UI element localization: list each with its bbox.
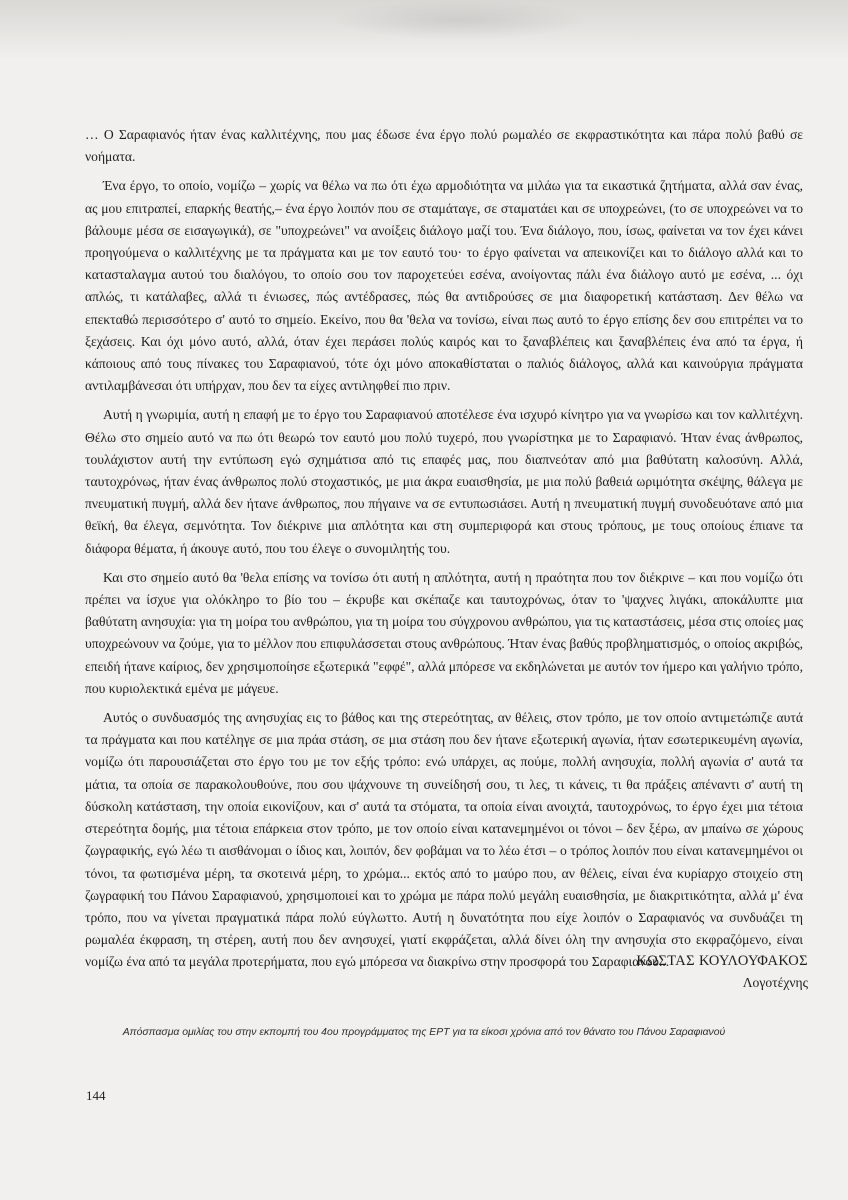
source-caption: Απόσπασμα ομιλίας του στην εκπομπή του 4ου προγράμματος της ΕΡΤ για τα είκοσι χρόνια από τον θάνατο του Πάνου Σαραφιανού xyxy=(122,1027,726,1038)
author-name: ΚΩΣΤΑΣ ΚΟΥΛΟΥΦΑΚΟΣ xyxy=(636,953,808,969)
paragraph: … Ο Σαραφιανός ήταν ένας καλλιτέχνης, που μας έδωσε ένα έργο πολύ ρωμαλέο σε εκφραστικότητα και πάρα πολύ βαθύ σε νοήματα. xyxy=(85,127,803,165)
scan-bleed-through xyxy=(330,0,590,40)
article-body xyxy=(85,124,803,981)
author-role: Λογοτέχνης xyxy=(742,975,808,990)
paragraph: Και στο σημείο αυτό θα 'θελα επίσης να τονίσω ότι αυτή η απλότητα, αυτή η πραότητα που τον διέκρινε – και που νομίζω ότι πρέπει να ίσχυε για ολόκληρο το βίο του – έκρυβε και σκέπαζε και ταυτοχρόνως, όταν το 'ψαχνες λιγάκι, αποκάλυπτε μια βαθύτατη ανησυχία: για τη μοίρα του ανθρώπου, για τη μοίρα του σύγχρονου ανθρώπου, για τις καταστάσεις, μέσα στις οποίες μας υποχρεώνουν να ζούμε, για το μέλλον που επιφυλάσσεται στους ανθρώπους. Ήταν ένας βαθύς προβληματισμός, ο οποίος ακριβώς, επειδή ήτανε καίριος, δεν χρησιμοποίησε εξωτερικά "εφφέ", αλλά μπόρεσε να εκδηλώνεται με αυτόν τον ήμερο και γαλήνιο τρόπο, που κυριολεκτικά εμένα με μάγευε. xyxy=(85,569,803,696)
paragraph: Αυτός ο συνδυασμός της ανησυχίας εις το βάθος και της στερεότητας, αν θέλεις, στον τρόπο, με τον οποίο αντιμετώπιζε αυτά τα πράγματα και που κατέληγε σε μια πράα στάση, σε μια στάση που δεν ήτανε εξωτερική αγωνία, ήταν εσωτερικευμένη αγωνία, νομίζω ότι παρουσιάζεται στο έργο του με τον εξής τρόπο: ενώ υπάρχει, ας πούμε, πολλή ανησυχία, πολλή αγωνία σ' αυτά τα μάτια, τα οποία σε παρακολουθούνε, που σου ψάχνουνε τη συνείδησή σου, τι λες, τι κάνεις, τι θα πράξεις απέναντι σ' αυτή τη δύσκολη κατάσταση, την οποία εικονίζουν, και σ' αυτά τα στόματα, τα οποία είναι ανοιχτά, ταυτοχρόνως, το έργο έχει μια τέτοια στερεότητα δομής, μια τέτοια επάρκεια στον τρόπο, με τον οποίο είναι κατανεμημένοι οι τόνοι – δεν ξέρω, αν μπαίνω σε χώρους ζωγραφικής, εγώ λέω τι αισθάνομαι ο ίδιος και, λοιπόν, δεν φοβάμαι να το λέω έτσι – ο τρόπος λοιπόν που είναι κατανεμημένοι οι τόνοι, τα φωτισμένα μέρη, τα σκοτεινά μέρη, το χρώμα... εκτός από το μαύρο που, αν θέλεις, είναι ένα κυρίαρχο στοιχείο στη ζωγραφική του Πάνου Σαραφιανού, χρησιμοποιεί και το χρώμα με πάρα πολύ μεγάλη ευαισθησία, με διακριτικότητα, αλλά μ' ένα τρόπο, που να γίνεται πραγματικά πάρα πολύ εύγλωττο. Αυτή η δυνατότητα που είχε λοιπόν ο Σαραφιανός να συνδυάζει τη ρωμαλέα έκφραση, τη στέρεη, αυτή που δεν ανησυχεί, γιατί εκφράζεται, αλλά δίνει όλη την ανησυχία στο εκφραζόμενο, είναι νομίζω ένα από τα μεγάλα προτερήματα, που εγώ μπόρεσα να διακρίνω στην προσφορά του Σαραφιανού... xyxy=(85,710,803,970)
page-number: 144 xyxy=(86,1088,106,1103)
signature-block xyxy=(636,950,808,994)
paragraph: Αυτή η γνωριμία, αυτή η επαφή με το έργο του Σαραφιανού αποτέλεσε ένα ισχυρό κίνητρο για να γνωρίσω και τον καλλιτέχνη. Θέλω στο σημείο αυτό να πω ότι θεωρώ τον εαυτό μου πολύ τυχερό, που γνωρίστηκα με το Σαραφιανό. Ήταν ένας άνθρωπος, τουλάχιστον αυτή την εντύπωση εγώ σχημάτισα από τις επαφές μας, που διαπνεόταν από μια βαθύτατη καλοσύνη. Αλλά, ταυτοχρόνως, ήταν ένας άνθρωπος πολύ στοχαστικός, με μια άκρα ευαισθησία, με μια πολύ βαθειά ωριμότητα σκέψης, θάλεγα με πνευματική πυγμή, αλλά δεν ήτανε άνθρωπος, που πήγαινε να σε εντυπωσιάσει. Αυτή η πνευματική πυγμή συνοδευότανε από μια θεϊκή, θα έλεγα, σεμνότητα. Τον διέκρινε μια απλότητα και στη συμπεριφορά και στους τρόπους, με τους οποίους έπιανε τα διάφορα θέματα, ή άκουγε αυτό, που του έλεγε ο συνομιλητής του. xyxy=(85,407,803,556)
paragraph: Ένα έργο, το οποίο, νομίζω – χωρίς να θέλω να πω ότι έχω αρμοδιότητα να μιλάω για τα εικαστικά ζητήματα, αλλά σαν ένας, ας μου επιτραπεί, επαρκής θεατής,– ένα έργο λοιπόν που σε σταμάταγε, σε σταματάει και σε υποχρεώνει, (το σε υποχρεώνει να το βάλουμε μέσα σε εισαγωγικά), σε "υποχρεώνει" να ανοίξεις διάλογο μαζί του. Ένα διάλογο, που, ίσως, φαίνεται να τον έχει κάνει προηγούμενα ο καλλιτέχνης με τα πράγματα και με τον εαυτό του· το έργο φαίνεται να απεικονίζει και το διάλογο αλλά και το κατασταλαγμα αυτού του διαλόγου, το οποίο σου τον παροχετεύει εσένα, ανοίγοντας πάλι ένα διάλογο αυτό με εσένα, ... όχι απλώς, τι κατάλαβες, αλλά τι ένιωσες, πώς αντέδρασες, πώς θα αντιδρούσες σε μια διαφορετική κατάσταση. Δεν θέλω να επεκταθώ περισσότερο σ' αυτό το σημείο. Εκείνο, που θα 'θελα να τονίσω, είναι πως αυτό το έργο επίσης δεν σου επιτρέπει να το ξεχάσεις. Και όχι μόνο αυτό, αλλά, όταν έχει περάσει πολύς καιρός και το ξαναβλέπεις και ξαναβλέπεις ένα από τα έργα, ή κάποιους από τους πίνακες του Σαραφιανού, τότε όχι μόνο αποκαθίσταται ο παλιός διάλογος, αλλά και καινούργια πράγματα αντιλαμβάνεσαι ότι υπήρχαν, που δεν τα είχες αντιληφθεί πιο πριν. xyxy=(85,178,803,394)
